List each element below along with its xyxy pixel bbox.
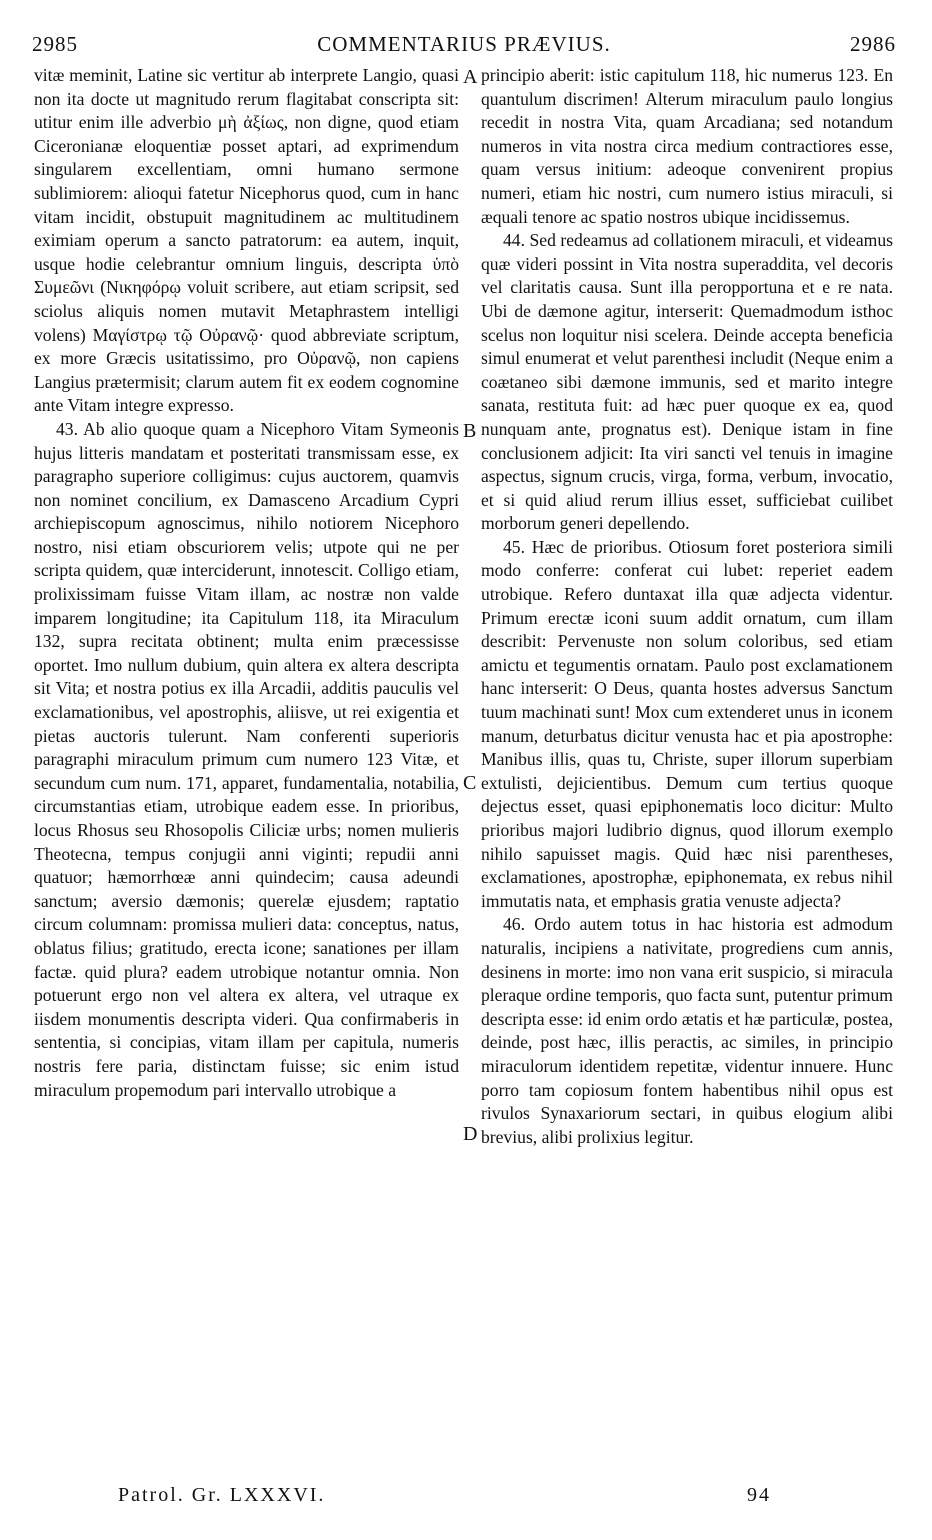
footer-series: Patrol. Gr. LXXXVI. <box>118 1484 326 1506</box>
margin-letter-a: A <box>463 66 478 88</box>
paragraph: principio aberit: istic capitulum 118, hic numerus 123. En quantulum discrimen! Alterum miraculum paulo longius recedit in nostra Vita, quam Arcadiana; sed notandum numeros in vita nostra circa medium contractiores esse, quam versus initium: adeoque convenirent propius numeri, etiam hic nostri, cum numero istius miraculi, si æquali tenore ac spatio nostros ubique incidissemus. <box>481 65 893 227</box>
paragraph: 43. Ab alio quoque quam a Nicephoro Vitam Symeonis hujus litteris mandatam et posteritati transmissam esse, ex paragrapho superiore colligimus: cujus auctorem, quamvis non nominet concilium, ex Damasceno Arcadium Cypri archiepiscopum agnoscimus, nihilo notiorem Nicephoro nostro, nisi etiam obscuriorem velis; utpote qui ne per scripta quidem, quæ interciderunt, innotescit. Colligo etiam, prolixissimam fuisse Vitam illam, ac nostræ non valde imparem longitudine; ita Capitulum 118, ita Miraculum 132, supra recitata obtinent; multa enim præcessisse oportet. Imo nullum dubium, quin altera ex altera descripta sit Vita; et nostra potius ex illa Arcadii, additis pauculis vel exclamationibus, vel apostrophis, aliisve, ut rei exigentia et pietas auctoris tulerunt. Nam conferenti superioris paragraphi miraculum primum cum numero 123 Vitæ, et secundum cum num. 171, apparet, fundamentalia, notabilia, circumstantias etiam, utrobique eadem esse. In prioribus, locus Rhosus seu Rhosopolis Ciliciæ urbs; nomen mulieris Theotecna, tempus conjugii anni viginti; repudii anni quatuor; hæmorrhœæ anni quindecim; causa adeundi sanctum; aversio dæmonis; querelæ ejusdem; raptatio circum columnam: promissa mulieri data: conceptus, natus, oblatus filius; gratitudo, erecta icone; sanationes per illam factæ. quid plura? eadem utrobique notantur omnia. Non potuerunt ergo non vel altera ex altera, vel utraque ex iisdem monumentis descripta videri. Qua confirmaberis in sententia, si concipias, vitam illam per capitula, numeris nostris fere paria, distinctam fuisse; sic enim istud miraculum propemodum pari intervallo utrobique a <box>34 418 459 1100</box>
paragraph: 46. Ordo autem totus in hac historia est admodum naturalis, incipiens a nativitate, progrediens cum annis, desinens in morte: imo non vana erit suspicio, si miracula pleraque ordine temporis, quo facta sunt, putentur primum descripta esse: id enim ordo ætatis et hæ particulæ, postea, deinde, post hæc, illis peractis, ac similes, in principio miraculorum identidem repetitæ, videntur innuere. Hunc porro tam copiosum fontem habentibus nihil opus est rivulos Synaxariorum sectari, in quibus elogium alibi brevius, alibi prolixius legitur. <box>481 914 893 1147</box>
footer-signature: 94 <box>747 1484 771 1506</box>
page-number-left: 2985 <box>32 32 78 56</box>
margin-letter-d: D <box>463 1123 478 1145</box>
page-header <box>32 32 896 62</box>
left-column <box>34 64 459 1102</box>
paragraph: vitæ meminit, Latine sic vertitur ab interprete Langio, quasi non ita docte ut magnitudo rerum flagitabat conscripta sit: utitur enim ille adverbio μὴ ἀξίως, non digne, quod etiam Ciceronianæ eloquentiæ posset aptari, ad exprimendum singularem excellentiam, omni humano sermone sublimiorem: alioqui fatetur Nicephorus quod, cum in hanc vitam incidit, obstupuit magnitudinem ac multitudinem eximiam operum a sancto patratorum: ea autem, inquit, usque hodie celebrantur omnium linguis, descripta ὑπὸ Συμεῶνι (Νικηφόρῳ voluit scribere, aut etiam scripsit, sed sciolus aliquis nomen mutavit Metaphrastem intelligi volens) Μαγίστρῳ τῷ Οὐρανῷ· quod abbreviate scriptum, ex more Græcis usitatissimo, pro Οὐρανῷ, non capiens Langius prætermisit; clarum autem fit ex eodem cognomine ante Vitam integre expresso. <box>34 65 459 416</box>
margin-letter-b: B <box>463 420 477 442</box>
paragraph: 45. Hæc de prioribus. Otiosum foret posteriora simili modo conferre: conferat cui lubet: reperiet eadem utrobique. Refero duntaxat illa quæ adjecta videntur. Primum erectæ iconi suum addit ornatum, cum illam describit: Pervenuste non solum coloribus, sed etiam amictu et tegumentis ornatam. Paulo post exclamationem hanc interserit: O Deus, quanta hostes adversus Sanctum tuum machinati sunt! Mox cum extenderet unus in iconem manum, deturbatus dicitur venusta hac et pia apostrophe: Manibus illis, quas tu, Christe, super illorum superbiam extulisti, dejicientibus. Demum cum tertius quoque dejectus esset, quasi epiphonematis loco dicitur: Multo prioribus majori ludibrio dignus, quod illorum exemplo nihilo sapuisset magis. Quid hæc nisi parentheses, exclamationes, apostrophæ, epiphonemata, ex rebus nihil immutatis nata, et emphasis gratia venuste adjecta? <box>481 536 893 911</box>
margin-letter-c: C <box>463 772 477 794</box>
paragraph: 44. Sed redeamus ad collationem miraculi, et videamus quæ videri possint in Vita nostra superaddita, vel decoris vel claritatis causa. Sunt illa peropportuna et e re nata. Ubi de dæmone agitur, interserit: Quemadmodum isthoc scelus non loquitur nisi scelera. Deinde accepta beneficia simul enumerat et velut parenthesi includit (Neque enim a coætaneo sibi dæmone immunis, sed et marito integre sanata, restituta fuit: ad hæc puer quoque ex ea, quod nunquam ante, prognatus est). Denique istam in fine conclusionem adjicit: Ita viri sancti vel tenuis in imagine aspectus, signum crucis, virga, forma, verbum, invocatio, et si quid aliud rerum illius esset, sufficiebat cuilibet morborum generi depellendo. <box>481 230 893 534</box>
right-column <box>481 64 893 1149</box>
page-number-right: 2986 <box>850 32 896 56</box>
running-title: COMMENTARIUS PRÆVIUS. <box>317 32 611 56</box>
